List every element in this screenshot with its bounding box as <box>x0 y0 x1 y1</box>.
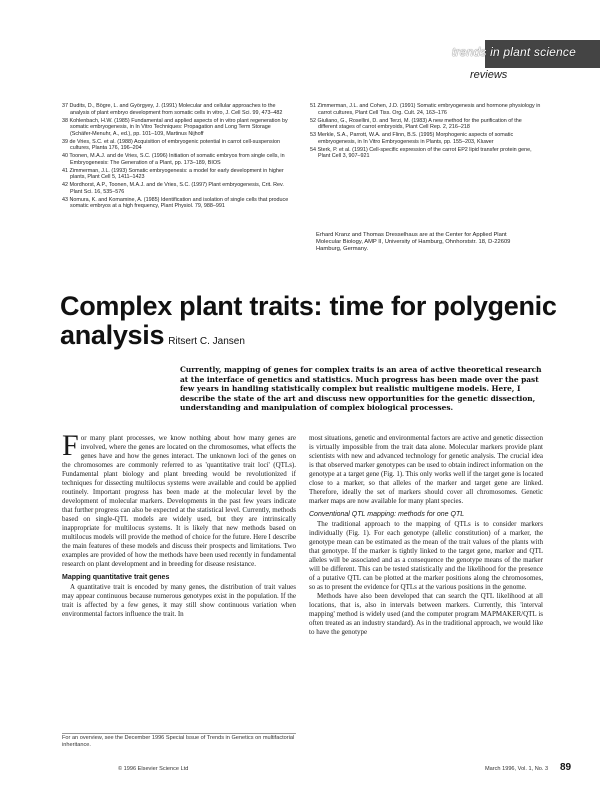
references-left <box>62 103 294 211</box>
reference-item: 39 de Vries, S.C. et al. (1988) Acquisition of embryogenic potential in carrot cell-suspension cultures, Planta 176, 196–204 <box>62 138 280 151</box>
references-right <box>310 103 542 161</box>
title-text: Complex plant traits: time for polygenic analysis <box>60 291 557 350</box>
journal-name: trends in plant science <box>452 45 577 59</box>
reference-item: 40 Toonen, M.A.J. and de Vries, S.C. (1996) Initiation of somatic embryos from single cells, in Embryogenesis: The Generation of a Plant, pp. 173–189, BIOS <box>62 153 285 166</box>
body-column-right <box>309 434 543 637</box>
reference-item: 42 Mordhorst, A.P., Toonen, M.A.J. and de Vries, S.C. (1997) Plant embryogenesis, Crit. Rev. Plant Sci. 16, 535–576 <box>62 182 284 195</box>
body-column-left <box>62 429 296 619</box>
section-label: reviews <box>470 69 508 81</box>
section-heading: Mapping quantitative trait genes <box>62 574 170 581</box>
standfirst: Currently, mapping of genes for complex traits is an area of active theoretical research at the interface of genetics and statistics. Much progress has been made over the past few years in handling statistically complex but realistic multigene models. Here, I describe the state of the art and discuss new opportunities for the genetic dissection, understanding and manipulation of complex biological processes. <box>180 365 542 413</box>
article-author: Ritsert C. Jansen <box>168 336 245 347</box>
reference-item: 38 Kohlenbach, H.W. (1985) Fundamental and applied aspects of in vitro plant regeneration by somatic embryogenesis, in In Vitro Techniques: Propagation and Long Term Storage (Schäfer-Menuhr, A., ed.), pp. 101–109, Martinus Nijhoff <box>62 117 288 137</box>
footnote: For an overview, see the December 1996 Special Issue of Trends in Genetics on multifactorial inheritance. <box>62 735 295 748</box>
paragraph: most situations, genetic and environmental factors are active and genetic dissection is virtually impossible from the trait data alone. Molecular markers provide plant scientists with new and advanced technology for genetic analysis. The crucial idea is that observed marker genotypes can be used to obtain indirect information on the genotype at a target gene (Fig. 1). This only works well if the target gene is located close to a marker, so that alleles of the marker and target gene are linked. Therefore, ideally the set of markers should cover all chromosomes. Genetic marker maps are now available for many plant species. <box>309 434 543 505</box>
reference-item: 52 Giuliano, G., Rosellini, D. and Terzi, M. (1983) A new method for the purification of the different stages of carrot embryoids, Plant Cell Rep. 2, 216–218 <box>310 117 522 130</box>
reference-item: 41 Zimmerman, J.L. (1993) Somatic embryogenesis: a model for early development in higher plants, Plant Cell 5, 1411–1423 <box>62 167 284 180</box>
author-affiliation: Erhard Kranz and Thomas Dresselhaus are at the Center for Applied Plant Molecular Biology, AMP II, University of Hamburg, Ohnhorststr. 18, D-22609 Hamburg, Germany. <box>316 232 511 252</box>
paragraph: Methods have also been developed that can search the QTL likelihood at all locations, that is, also in intervals between markers. Currently, this 'interval mapping' method is widely used (and the computer program MAPMAKER/QTL is often treated as an industry standard). As in the traditional approach, we would like to have the genotype <box>309 592 543 636</box>
reference-item: 43 Nomura, K. and Komamine, A. (1985) Identification and isolation of single cells that produce somatic embryos at a high frequency, Plant Physiol. 79, 988–991 <box>62 196 289 209</box>
page-number: 89 <box>560 762 572 773</box>
reference-item: 53 Merkle, S.A., Parrott, W.A. and Flinn, B.S. (1995) Morphogenic aspects of somatic embryogenesis, in In Vitro Embryogenesis in Plants, pp. 155–203, Kluwer <box>310 132 514 145</box>
article-title <box>60 292 560 356</box>
reference-item: 51 Zimmerman, J.L. and Cohen, J.D. (1991) Somatic embryogenesis and hormone physiology in carrot cultures, Plant Cell Tiss. Org. Cult. 24, 163–176 <box>310 103 541 116</box>
copyright: © 1996 Elsevier Science Ltd <box>118 766 189 772</box>
reference-item: 54 Sterk, P. et al. (1991) Cell-specific expression of the carrot EP2 lipid transfer protein gene, Plant Cell 3, 907–921 <box>310 146 532 159</box>
paragraph: The traditional approach to the mapping of QTLs is to consider markers individually (Fig. 1). For each genotype (allelic constitution) of a marker, the genotype mean can be estimated as the mean of the trait values of the plants with that genotype. If the marker is tightly linked to the target gene, marker and QTL alleles will be associated and as a consequence the genotype means of the marker will be different. This can be tested statistically and the likelihood for the presence of a putative QTL can be plotted at the marker positions along the chromosomes, so as to present the evidence for QTLs at the various positions in the genome. <box>309 520 543 591</box>
paragraph: For many plant processes, we know nothing about how many genes are involved, where the genes are located on the chromosomes, what effects the genes have and how the genes interact. The unknown loci of the genes on the chromosomes are commonly referred to as 'quantitative trait loci' (QTLs). Fundamental plant biology and plant breeding would be revolutionized if techniques for dissecting multilocus systems were available and could be applied routinely. Important progress has been made at the molecular level by the development of molecular markers. Developments in the past few years indicate that further progress can also be expected at the statistical level. Currently, methods based on single-QTL models are widely used, but they are intrinsically inappropriate for multilocus systems. It is likely that new methods based on multilocus models will provide the method of choice for the future. Here I describe the main features of these models and discuss their prospects and limitations. Two examples are provided of how the methods have been used recently in fundamental research on plant development and in breeding for disease resistance. <box>62 429 296 568</box>
issue-info: March 1996, Vol. 1, No. 3 <box>485 766 549 772</box>
paragraph: A quantitative trait is encoded by many genes, the distribution of trait values may appear continuous because numerous genotypes exist in the population. If the trait is affected by a few genes, it may still show continuous variation when environmental factors influence the trait. In <box>62 583 296 618</box>
subsection-heading: Conventional QTL mapping: methods for one QTL <box>309 511 465 518</box>
reference-item: 37 Dudits, D., Bögre, L. and Györgyey, J. (1991) Molecular and cellular approaches to the analysis of plant embryo development from somatic cells in vitro, J. Cell Sci. 99, 473–482 <box>62 103 283 116</box>
